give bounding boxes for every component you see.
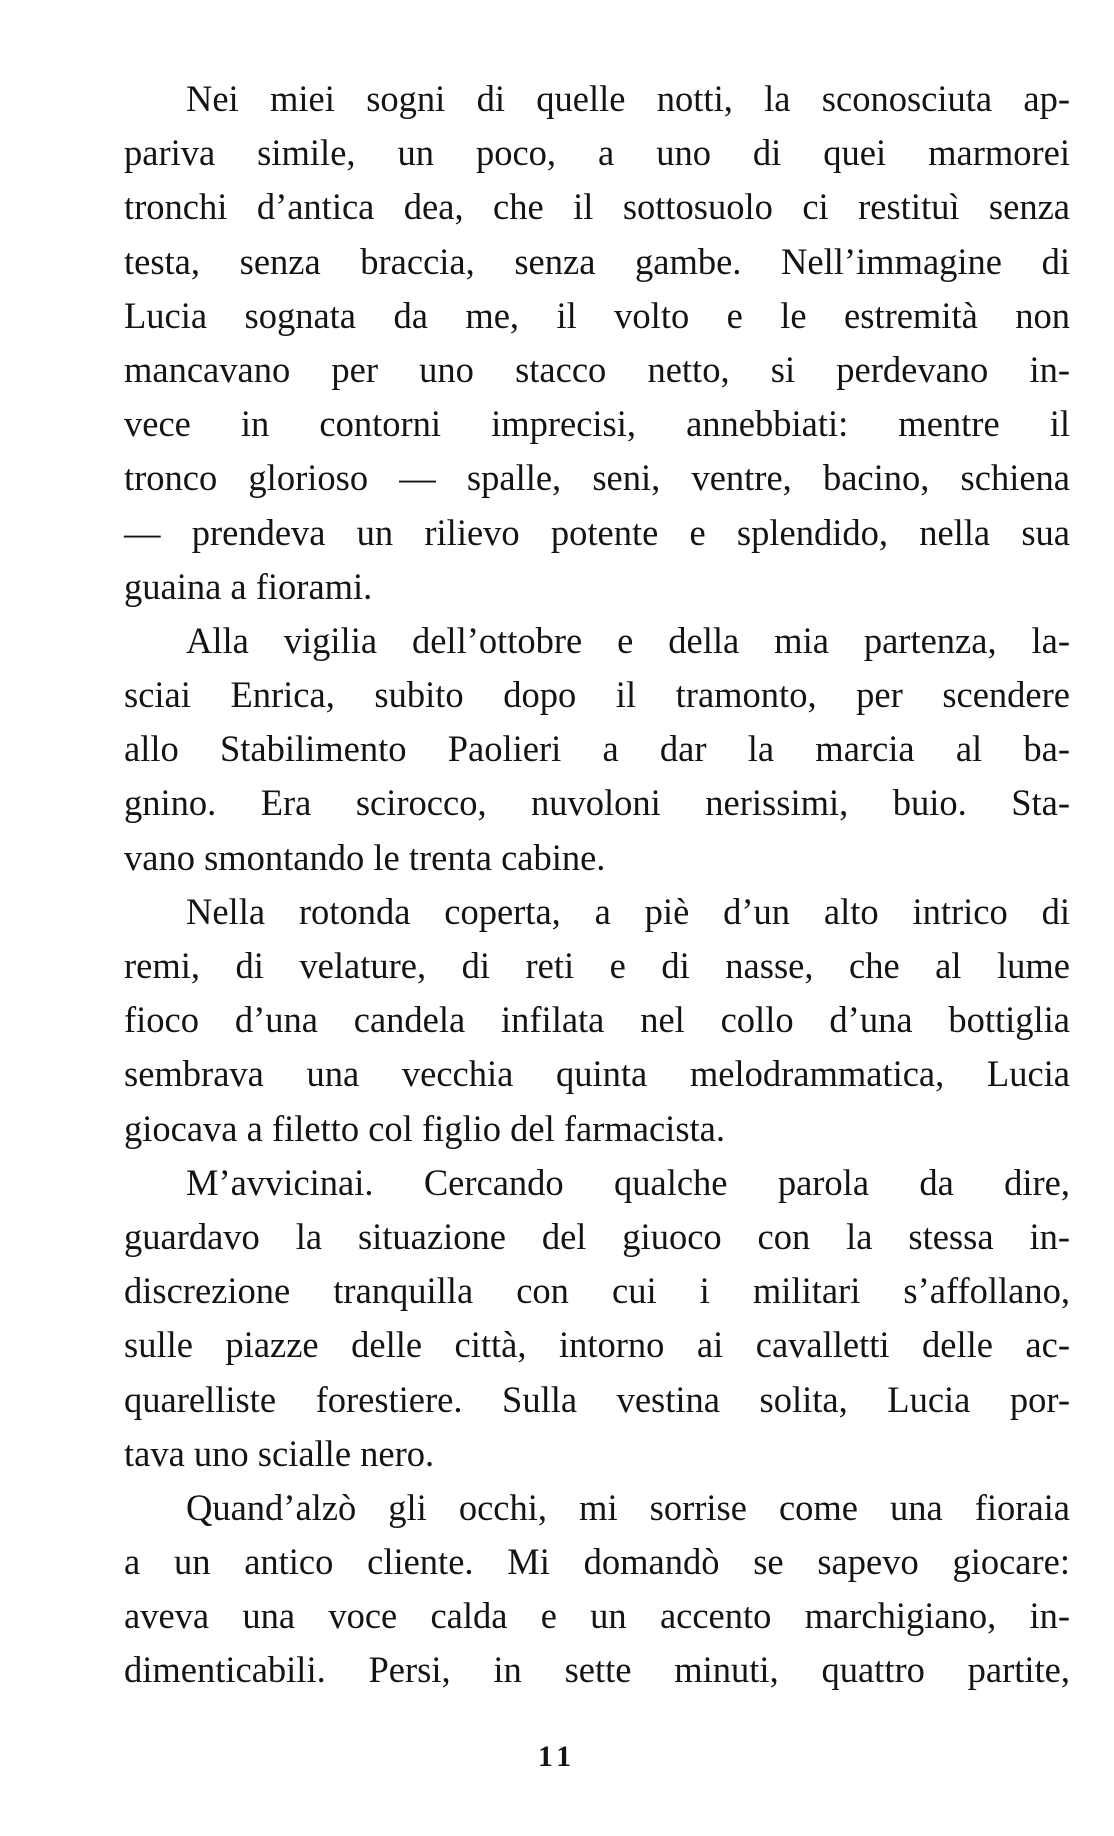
text-line: sulle piazze delle città, intorno ai cavalletti delle ac- — [124, 1324, 1070, 1366]
text-line: tronchi d’antica dea, che il sottosuolo ci restituì senza — [124, 186, 1070, 228]
text-line: Alla vigilia dell’ottobre e della mia partenza, la- — [186, 619, 1070, 661]
text-line: tava uno scialle nero. — [124, 1432, 435, 1474]
text-line: mancavano per uno stacco netto, si perdevano in- — [124, 348, 1070, 390]
paragraph — [124, 1481, 1070, 1698]
text-line: testa, senza braccia, senza gambe. Nell’immagine di — [124, 240, 1070, 282]
text-line: Lucia sognata da me, il volto e le estremità non — [124, 294, 1070, 336]
text-line: remi, di velature, di reti e di nasse, che al lume — [124, 945, 1070, 986]
paragraph — [124, 1156, 1070, 1481]
text-line: guardavo la situazione del giuoco con la stessa in- — [124, 1215, 1070, 1257]
text-line: aveva una voce calda e un accento marchigiano, in- — [124, 1595, 1070, 1637]
text-line: fioco d’una candela infilata nel collo d’una bottiglia — [124, 999, 1070, 1041]
text-line: giocava a filetto col figlio del farmacista. — [124, 1107, 725, 1149]
text-line: guaina a fiorami. — [124, 565, 373, 607]
text-line: M’avvicinai. Cercando qualche parola da dire, — [186, 1161, 1070, 1203]
text-line: discrezione tranquilla con cui i militari s’affollano, — [124, 1270, 1070, 1312]
text-line: Nei miei sogni di quelle notti, la sconosciuta ap- — [186, 78, 1070, 119]
text-line: Quand’alzò gli occhi, mi sorrise come una fioraia — [186, 1486, 1070, 1528]
text-line: a un antico cliente. Mi domandò se sapevo giocare: — [124, 1541, 1070, 1583]
text-line: vece in contorni imprecisi, annebbiati: mentre il — [124, 403, 1070, 445]
text-line: dimenticabili. Persi, in sette minuti, quattro partite, — [124, 1649, 1070, 1691]
text-line: vano smontando le trenta cabine. — [124, 836, 606, 878]
text-line: sciai Enrica, subito dopo il tramonto, per scendere — [124, 674, 1070, 716]
text-line: allo Stabilimento Paolieri a dar la marcia al ba- — [124, 728, 1070, 770]
text-line: gnino. Era scirocco, nuvoloni nerissimi, buio. Sta- — [124, 782, 1070, 824]
paragraph — [124, 885, 1070, 1156]
text-line: Nella rotonda coperta, a piè d’un alto intrico di — [186, 890, 1070, 932]
text-line: — prendeva un rilievo potente e splendido, nella sua — [124, 511, 1070, 553]
text-line: sembrava una vecchia quinta melodrammatica, Lucia — [124, 1053, 1070, 1095]
text-line: quarelliste forestiere. Sulla vestina solita, Lucia por- — [124, 1378, 1070, 1420]
paragraph — [124, 614, 1070, 885]
paragraph — [124, 72, 1070, 614]
text-line: tronco glorioso — spalle, seni, ventre, bacino, schiena — [124, 457, 1070, 499]
text-line: pariva simile, un poco, a uno di quei marmorei — [124, 132, 1070, 174]
body-text — [124, 72, 1070, 1698]
page-number: 11 — [537, 1740, 577, 1773]
